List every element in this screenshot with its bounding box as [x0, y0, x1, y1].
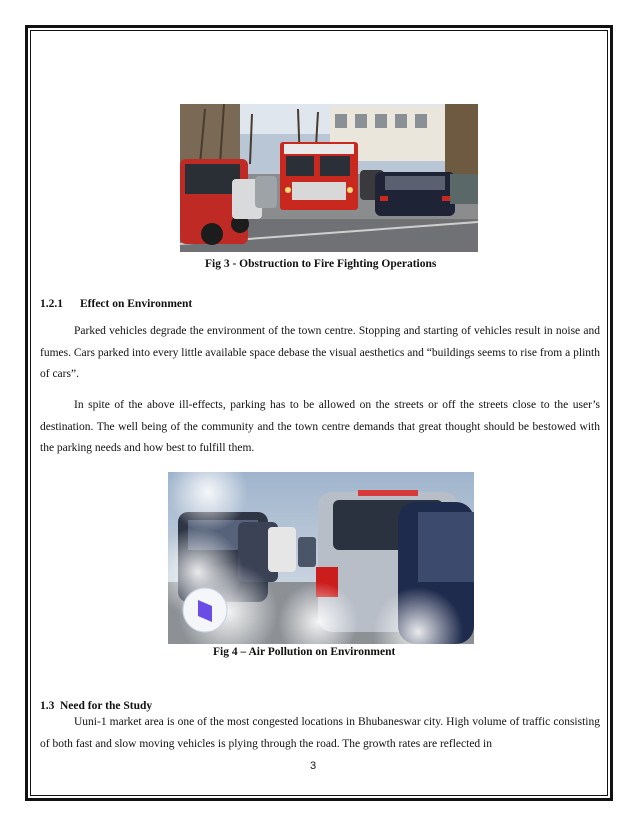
section-number: 1.3: [40, 700, 55, 712]
paragraph: Parked vehicles degrade the environment of the town centre. Stopping and starting of vehicles result in noise and fumes. Cars parked into every little available space debase the visual aesthetics and “buildings seems to rise from a plinth of cars”.: [40, 325, 600, 380]
figure-4-caption: Fig 4 – Air Pollution on Environment: [213, 646, 396, 658]
fire-truck-photo: [180, 104, 478, 252]
section-title: Effect on Environment: [80, 298, 193, 310]
figure-3-caption: Fig 3 - Obstruction to Fire Fighting Operations: [205, 258, 437, 270]
paragraph: Uuni-1 market area is one of the most congested locations in Bhubaneswar city. High volume of traffic consisting of both fast and slow moving vehicles is plying through the road. The growth rates are reflected in: [40, 716, 600, 750]
section-title: Need for the Study: [60, 700, 153, 712]
paragraph: In spite of the above ill-effects, parking has to be allowed on the streets or off the streets close to the user’s destination. The well being of the community and the town centre demands that great thought should be bestowed with the parking needs and how best to fulfill them.: [40, 399, 600, 454]
air-pollution-photo: [168, 472, 474, 644]
section-1-3-heading: [40, 700, 152, 712]
section-number: 1.2.1: [40, 298, 63, 310]
section-1-2-1-heading: [40, 298, 192, 310]
page-number: 3: [310, 760, 317, 772]
